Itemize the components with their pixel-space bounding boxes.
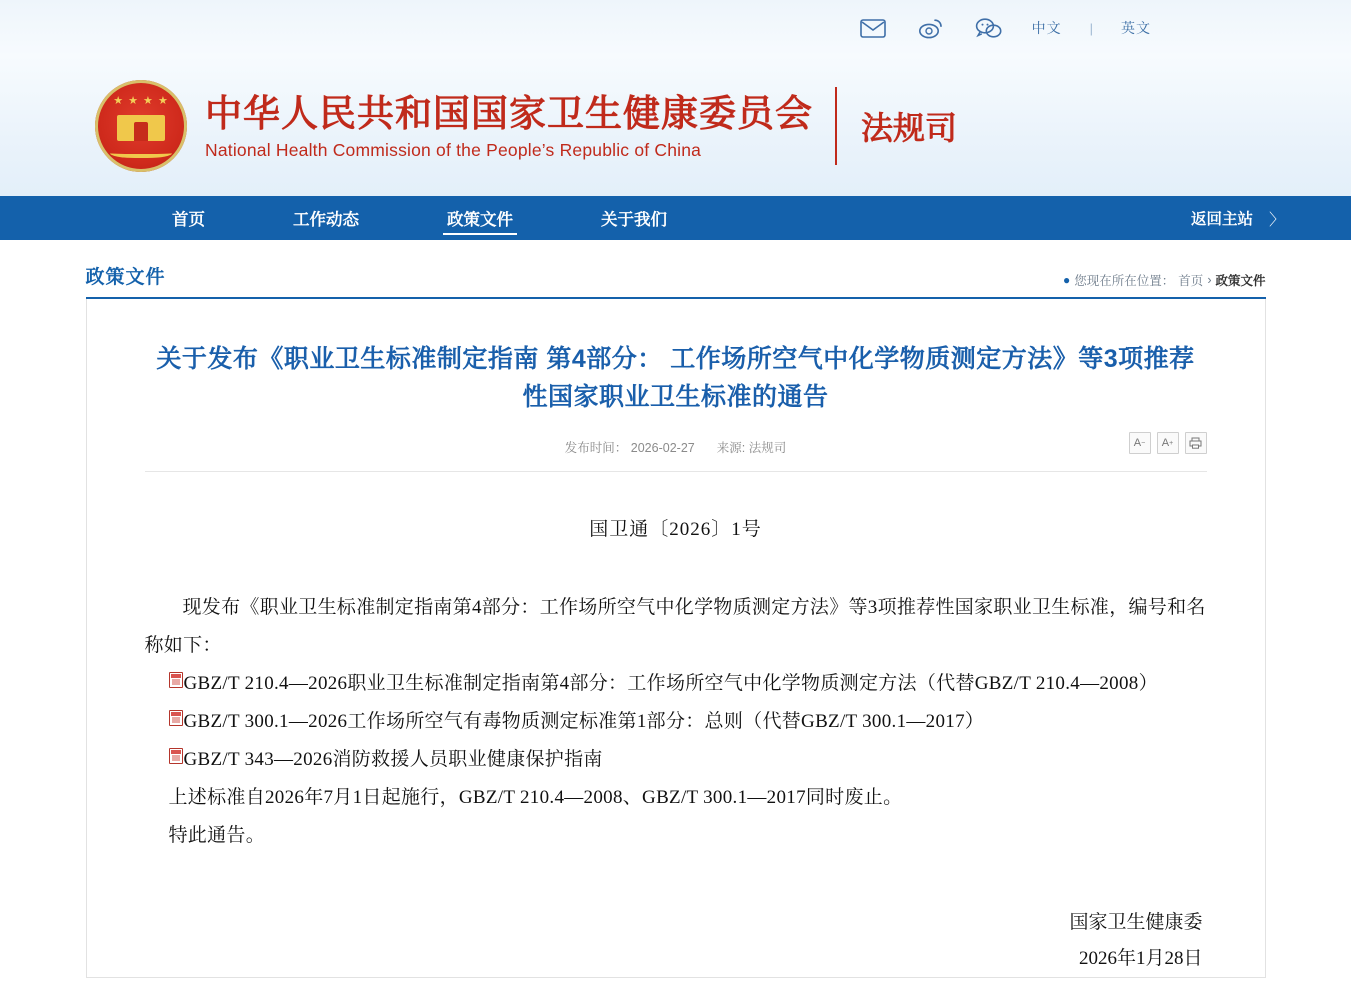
mail-icon[interactable] [858,13,888,43]
document-tools [1129,432,1207,454]
document-body [145,589,1207,855]
standard-item[interactable] [145,703,1207,741]
breadcrumb [1063,271,1265,289]
main-navigation [0,196,1351,240]
signature-organization: 国家卫生健康委 [1069,912,1203,933]
breadcrumb-current: 政策文件 [1215,274,1266,288]
pdf-icon [169,748,183,764]
publish-time-value: 2026-02-27 [630,441,695,455]
emblem-stars: ★ ★ ★ ★ [113,95,169,107]
breadcrumb-home[interactable]: 首页 [1178,274,1204,288]
standard-item[interactable] [145,741,1207,779]
signature-date: 2026年1月28日 [1078,948,1203,970]
font-decrease-button[interactable]: A − [1129,432,1151,454]
chevron-right-icon: 〉 [1268,211,1285,229]
nav-item-work-updates[interactable]: 工作动态 [293,211,359,229]
source-label: 来源: [716,441,746,455]
standard-link[interactable]: GBZ/T 210.4—2026职业卫生标准制定指南第4部分：工作场所空气中化学物质测定方法（代替GBZ/T 210.4—2008） [183,673,1158,694]
lang-english[interactable]: 英文 [1121,20,1151,36]
site-banner [0,56,1351,196]
national-emblem-icon [95,80,187,172]
nav-item-list [128,196,711,240]
nav-item-policy-documents[interactable]: 政策文件 [403,196,557,240]
pdf-icon [169,672,183,688]
source-value: 法规司 [748,441,787,455]
back-to-main-site-label: 返回主站 [1190,211,1253,228]
back-to-main-site-link[interactable] [1191,196,1285,240]
site-title-en: National Health Commission of the People’s Republic of China [205,139,702,160]
document-meta [565,438,786,456]
document-title: 关于发布《职业卫生标准制定指南 第4部分： 工作场所空气中化学物质测定方法》等3项推荐性国家职业卫生标准的通告 [156,345,1195,411]
publish-time-label: 发布时间： [564,441,628,455]
document-meta-row [145,438,1207,472]
standard-item[interactable] [145,665,1207,703]
document-paragraph: 现发布《职业卫生标准制定指南第4部分：工作场所空气中化学物质测定方法》等3项推荐性国家职业卫生标准，编号和名称如下： [144,597,1206,656]
breadcrumb-separator: › [1207,273,1212,287]
source [717,438,786,456]
page-title: 政策文件 [85,267,166,288]
breadcrumb-prefix: 您现在所在位置： [1074,274,1175,288]
wechat-icon[interactable] [974,13,1004,43]
emblem-gate [117,115,165,141]
top-utility-bar [0,0,1351,56]
document-number: 国卫通〔2026〕1号 [589,519,762,540]
nav-item-about-us[interactable]: 关于我们 [601,211,667,229]
document-signature [145,905,1207,977]
title-divider [835,87,837,165]
lang-chinese[interactable]: 中文 [1031,20,1062,36]
emblem-wheat [110,146,172,158]
section-header [86,240,1266,299]
lang-separator: | [1089,20,1093,36]
document-closing-line: 上述标准自2026年7月1日起施行，GBZ/T 210.4—2008、GBZ/T 300.1—2017同时废止。 [168,787,903,808]
font-increase-button[interactable]: A + [1157,432,1179,454]
standard-link[interactable]: GBZ/T 300.1—2026工作场所空气有毒物质测定标准第1部分：总则（代替GBZ/T 300.1—2017） [183,711,985,732]
weibo-icon[interactable] [916,13,946,43]
nav-item-home[interactable]: 首页 [172,211,205,229]
document-closing-line: 特此通告。 [168,825,266,846]
print-icon[interactable] [1185,432,1207,454]
pdf-icon [169,710,183,726]
page-content [0,240,1351,988]
document-card [86,299,1266,978]
standard-link[interactable]: GBZ/T 343—2026消防救援人员职业健康保护指南 [183,749,603,770]
location-pin-icon: ● [1063,273,1071,287]
department-name: 法规司 [861,110,958,146]
site-title-cn: 中华人民共和国国家卫生健康委员会 [205,93,813,135]
publish-time [565,438,695,456]
